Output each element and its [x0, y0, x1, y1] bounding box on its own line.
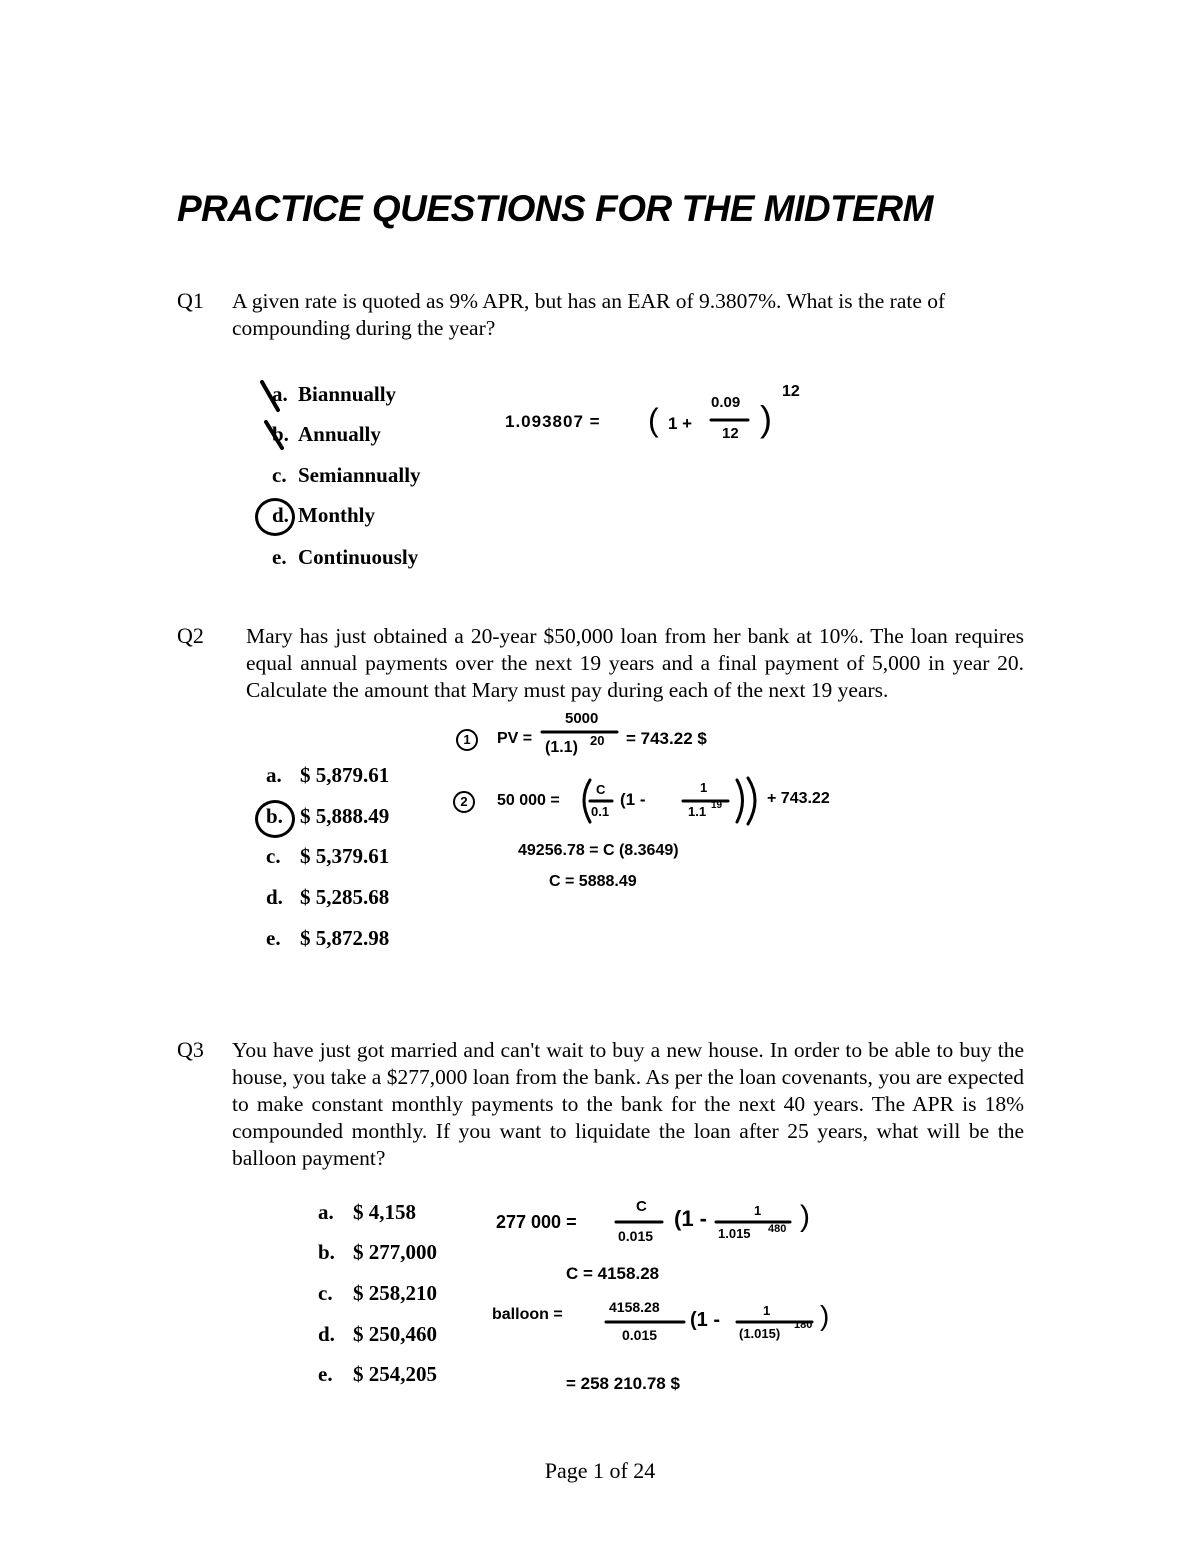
q2-work-line3: 49256.78 = C (8.3649) [518, 842, 679, 859]
q2-option-text: $ 5,879.61 [300, 763, 390, 787]
q2-option-text: $ 5,888.49 [300, 804, 390, 828]
q3-work-b-inner-exp: 180 [794, 1319, 813, 1331]
paren-q2-inner-close [737, 780, 743, 822]
q2-step2-badge: 2 [453, 791, 475, 813]
q2-option-letter: e. [266, 926, 281, 950]
q3-work-b-inner-num: 1 [763, 1303, 771, 1318]
q3-text: You have just got married and can't wait to buy a new house. In order to be able to buy the house, you take a $277,000 loan from the bank. As per the loan covenants, you are expected to make constant monthly payments to the bank for the next 40 years. The APR is 18% compounded monthly. If you want to liquidate the loan after 25 years, what will be the balloon payment? [232, 1038, 1024, 1170]
q1-work-paren-close: ) [760, 398, 772, 439]
paren-q2-close [748, 778, 755, 824]
q2-work-one-minus: (1 - [620, 790, 646, 809]
q2-work-c: C [596, 782, 606, 797]
q2-option-letter: a. [266, 763, 282, 787]
q3-work-lhs: 277 000 = [496, 1212, 577, 1232]
q2-work-inner-den: 1.1 [688, 804, 707, 819]
q3-work-b-inner-den: (1.015) [739, 1326, 781, 1341]
q2-step1-badge: 1 [456, 729, 478, 751]
q1-work-num: 0.09 [711, 394, 741, 411]
q2-work-pv-exp: 20 [590, 733, 605, 748]
q1-option-text: Continuously [298, 545, 419, 569]
q3-work-inner-den: 1.015 [718, 1226, 751, 1241]
q2-work-pv-num: 5000 [565, 710, 599, 727]
q2-option-letter: b. [266, 804, 283, 828]
q1-option-text: Semiannually [298, 463, 421, 487]
q3-work-b-den: 0.015 [622, 1327, 658, 1343]
q3-work-paren-close: ) [800, 1200, 810, 1233]
q2-option-letter: d. [266, 885, 283, 909]
q1-option-letter: c. [272, 463, 287, 487]
q1-option-text: Monthly [298, 503, 376, 527]
q1-text: A given rate is quoted as 9% APR, but has an EAR of 9.3807%. What is the rate of compounding during the year? [232, 289, 946, 340]
q2-work-plus-pv: + 743.22 [767, 790, 830, 807]
q1-work-one-plus: 1 + [668, 414, 693, 433]
q2-work-inner-num: 1 [700, 780, 708, 795]
page-title: PRACTICE QUESTIONS FOR THE MIDTERM [177, 188, 933, 229]
q3-work-b-paren-close: ) [820, 1300, 830, 1331]
q3-work-b-num: 4158.28 [609, 1299, 660, 1315]
q3-work-c: C [636, 1198, 647, 1215]
q2-work-inner-exp: 19 [711, 800, 723, 811]
q1-work-den: 12 [722, 425, 739, 442]
q1-work-exp: 12 [782, 383, 800, 400]
q1-label: Q1 [177, 288, 204, 313]
strike-mark-q1-b [266, 422, 282, 448]
q3-work-b-one-minus: (1 - [690, 1309, 720, 1331]
q3-work-c-line: C = 4158.28 [566, 1264, 660, 1283]
q3-work-rate: 0.015 [618, 1228, 654, 1244]
q1-option-letter: e. [272, 545, 287, 569]
q2-work-pv-den: (1.1) [545, 739, 578, 756]
q3-option-letter: c. [318, 1281, 333, 1305]
q2-label: Q2 [177, 623, 204, 648]
q3-option-letter: e. [318, 1362, 333, 1386]
q3-work-one-minus: (1 - [674, 1206, 707, 1231]
q2-work-line4: C = 5888.49 [549, 873, 637, 890]
q2-option-text: $ 5,872.98 [300, 926, 390, 950]
q1-work-lhs: 1.093807 = [505, 412, 601, 431]
q2-option-text: $ 5,285.68 [300, 885, 390, 909]
q1-option-letter: a. [272, 382, 288, 406]
q1-work-paren-open: ( [648, 402, 659, 438]
q2-work-eq-lhs: 50 000 = [497, 792, 560, 809]
q2-work-rate: 0.1 [591, 804, 610, 819]
q2-work-pv: PV = [497, 730, 533, 747]
q1-option-letter: d. [272, 503, 289, 527]
q3-option-letter: b. [318, 1240, 335, 1264]
q3-option-letter: d. [318, 1322, 335, 1346]
q3-option-text: $ 250,460 [353, 1322, 437, 1346]
q3-work-inner-num: 1 [754, 1203, 762, 1218]
q3-work-balloon: balloon = [492, 1306, 563, 1323]
q2-option-text: $ 5,379.61 [300, 844, 390, 868]
q3-option-text: $ 4,158 [353, 1200, 416, 1224]
q3-option-text: $ 277,000 [353, 1240, 437, 1264]
q3-work-result: = 258 210.78 $ [566, 1374, 680, 1393]
q3-option-letter: a. [318, 1200, 334, 1224]
q1-option-text: Annually [298, 422, 381, 446]
q3-option-text: $ 258,210 [353, 1281, 437, 1305]
q1-option-letter: b. [272, 422, 289, 446]
q1-option-text: Biannually [298, 382, 397, 406]
strike-mark-q1-a [262, 382, 278, 410]
page-footer: Page 1 of 24 [544, 1458, 656, 1483]
q3-work-inner-exp: 480 [768, 1223, 787, 1235]
q2-option-letter: c. [266, 844, 281, 868]
q2-work-pv-result: = 743.22 $ [626, 729, 707, 748]
q2-text: Mary has just obtained a 20-year $50,000 loan from her bank at 10%. The loan requires equal annual payments over the next 19 years and a final payment of 5,000 in year 20. Calculate the amount that Mary must pay during each of the next 19 years. [246, 624, 1024, 702]
q3-label: Q3 [177, 1037, 204, 1062]
q3-option-text: $ 254,205 [353, 1362, 437, 1386]
